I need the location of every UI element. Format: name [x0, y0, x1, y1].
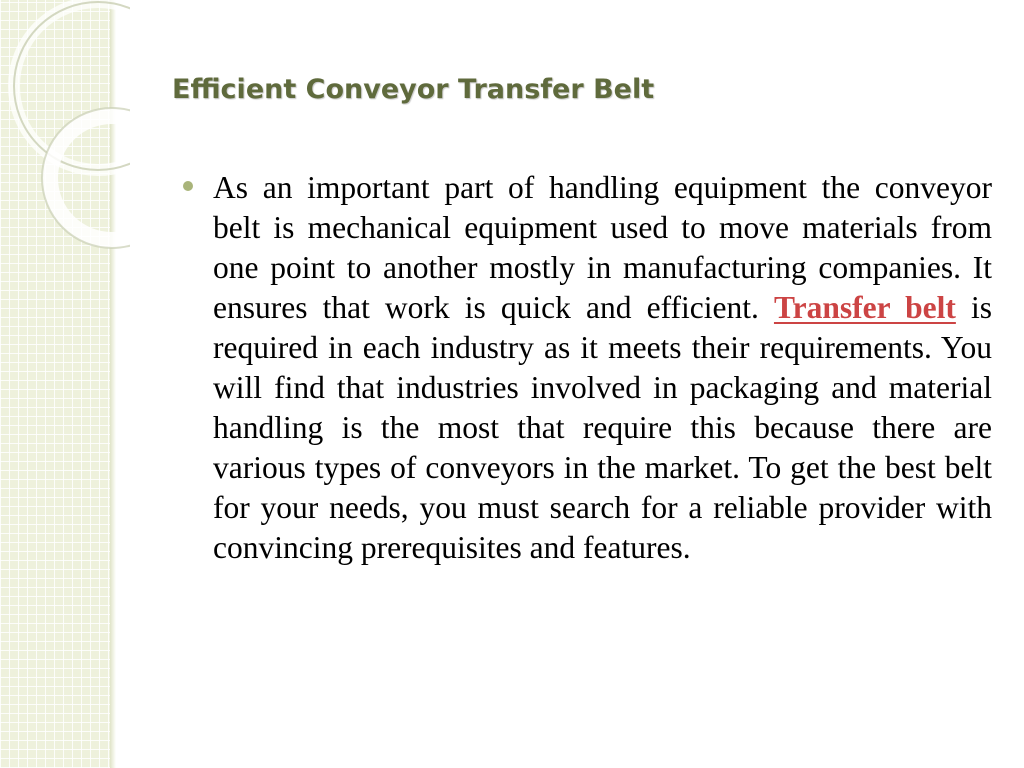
ring-lower	[50, 116, 130, 240]
ring-upper	[14, 2, 130, 170]
slide-title: Efficient Conveyor Transfer Belt	[172, 74, 655, 105]
bullet-icon	[183, 181, 193, 191]
decorative-rings	[0, 0, 130, 260]
slide-content	[180, 168, 992, 568]
paragraph-text-after-link: is required in each industry as it meets their requirements. You will find that industries involved in packaging and material handling is the most that require this because there are various types of conveyors in the market. To get the best belt for your needs, you must search for a reliable provider with convincing prerequisites and features.	[213, 290, 992, 565]
bullet-paragraph	[213, 168, 992, 568]
transfer-belt-link[interactable]: Transfer belt	[773, 290, 956, 325]
bullet-item	[180, 168, 992, 568]
paragraph-text-before-link: As an important part of handling equipment the conveyor belt is mechanical equipment used to move materials from one point to another mostly in manufacturing companies. It ensures that work is quick and efficient.	[213, 170, 992, 325]
